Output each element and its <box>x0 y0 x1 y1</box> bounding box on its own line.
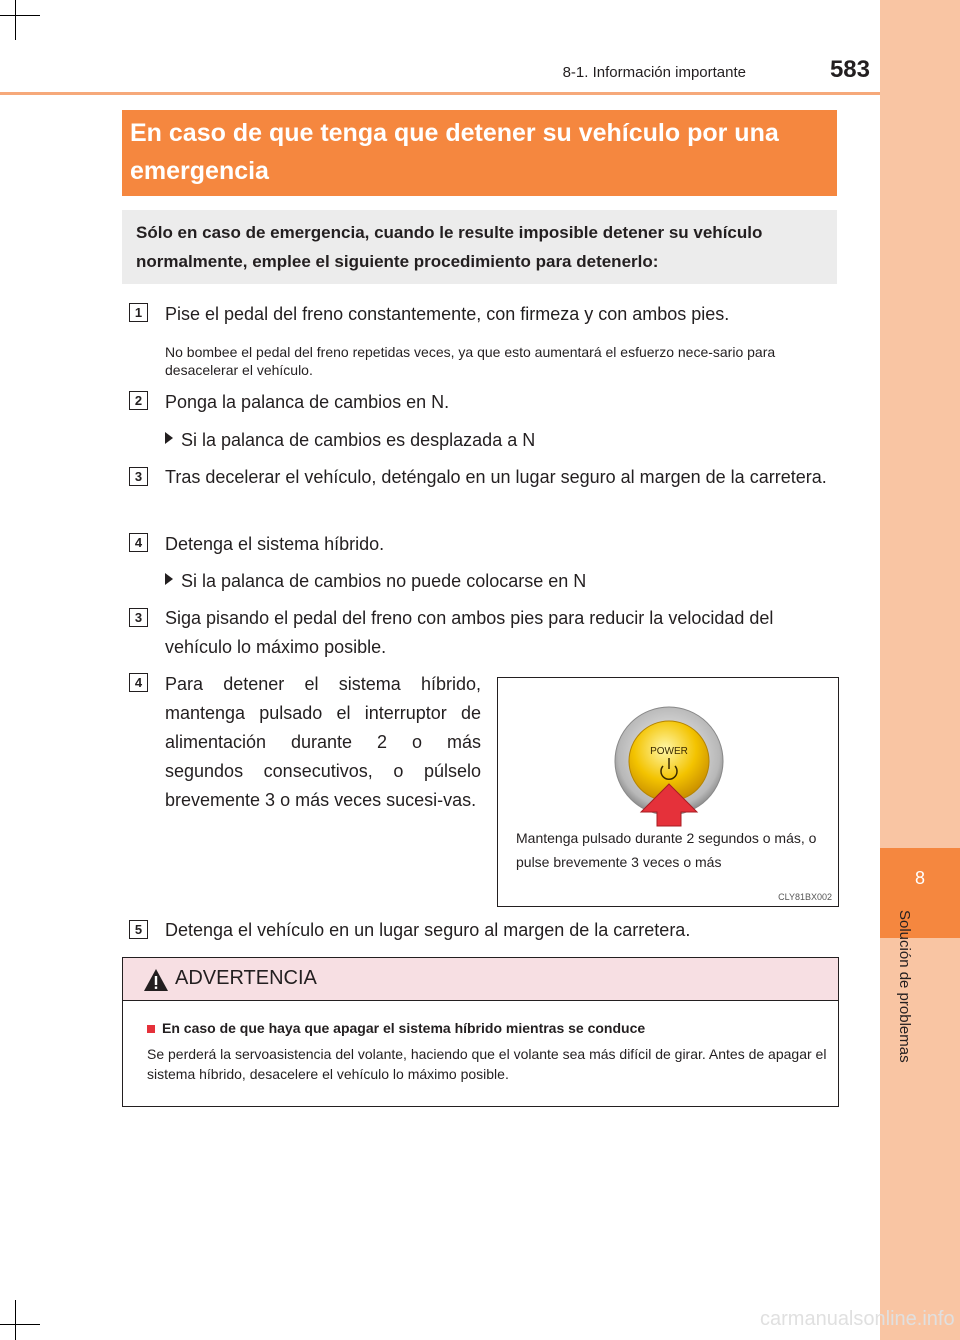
condition-heading <box>165 567 825 596</box>
step-badge: 4 <box>129 533 148 552</box>
step-text: Tras decelerar el vehículo, deténgalo en un lugar seguro al margen de la carretera. <box>165 467 827 487</box>
step-text: Ponga la palanca de cambios en N. <box>165 392 450 412</box>
step-text: Detenga el vehículo en un lugar seguro al margen de la carretera. <box>165 920 691 940</box>
chapter-label-wrap <box>896 910 926 1120</box>
section-title-box <box>122 110 837 196</box>
warning-item-title <box>147 1020 827 1036</box>
figure-code: CLY81BX002 <box>778 892 832 902</box>
crop-mark <box>15 0 16 40</box>
step-badge: 2 <box>129 391 148 410</box>
step-text: Pise el pedal del freno constantemente, con firmeza y con ambos pies. <box>165 304 730 324</box>
condition-text: Si la palanca de cambios no puede colocarse en N <box>181 571 587 591</box>
step-badge: 1 <box>129 303 148 322</box>
condition-heading <box>165 426 825 455</box>
intro-text: Sólo en caso de emergencia, cuando le resulte imposible detener su vehículo normalmente, emplee el siguiente procedimiento para detenerlo: <box>136 223 763 271</box>
step-badge: 3 <box>129 608 148 627</box>
chapter-label: Solución de problemas <box>896 910 913 1063</box>
red-square-bullet-icon <box>147 1025 155 1033</box>
warning-item-title-text: En caso de que haya que apagar el sistema híbrido mientras se conduce <box>162 1020 646 1036</box>
step-text: Para detener el sistema híbrido, mantenga pulsado el interruptor de alimentación durante 2 o más segundos consecutivos, o púlselo brevemente 3 o más veces sucesi-vas. <box>165 674 481 810</box>
warning-title: ADVERTENCIA <box>175 967 317 989</box>
chapter-side-tab <box>880 0 960 1340</box>
step-badge: 5 <box>129 920 148 939</box>
warning-item-body: Se perderá la servoasistencia del volante, haciendo que el volante sea más difícil de girar. Antes de apagar el sistema híbrido, desacelere el vehículo lo máximo posible. <box>147 1046 827 1082</box>
intro-box <box>122 210 837 284</box>
step-badge: 4 <box>129 673 148 692</box>
step-note: No bombee el pedal del freno repetidas veces, ya que esto aumentará el esfuerzo nece-sario para desacelerar el vehículo. <box>165 344 776 378</box>
warning-box <box>122 957 839 1107</box>
condition-text: Si la palanca de cambios es desplazada a N <box>181 430 536 450</box>
page-number: 583 <box>829 56 870 83</box>
warning-header <box>123 958 838 1001</box>
triangle-bullet-icon <box>165 573 173 585</box>
step-text: Siga pisando el pedal del freno con ambos pies para reducir la velocidad del vehículo lo máximo posible. <box>165 608 774 657</box>
watermark: carmanualsonline.info <box>760 1308 955 1330</box>
power-button-label: POWER <box>650 746 688 757</box>
crop-mark <box>15 1300 16 1340</box>
crop-mark <box>0 1324 40 1325</box>
power-button-figure <box>497 677 839 907</box>
header-rule <box>0 92 880 95</box>
triangle-bullet-icon <box>165 432 173 444</box>
warning-triangle-icon <box>143 968 169 992</box>
crop-mark <box>0 15 40 16</box>
section-header: 8-1. Información importante <box>562 64 746 81</box>
step-badge: 3 <box>129 467 148 486</box>
chapter-number: 8 <box>914 868 925 888</box>
section-title: En caso de que tenga que detener su vehículo por una emergencia <box>130 119 779 185</box>
step-text: Detenga el sistema híbrido. <box>165 534 385 554</box>
figure-caption: Mantenga pulsado durante 2 segundos o más, o pulse brevemente 3 veces o más <box>516 830 817 870</box>
